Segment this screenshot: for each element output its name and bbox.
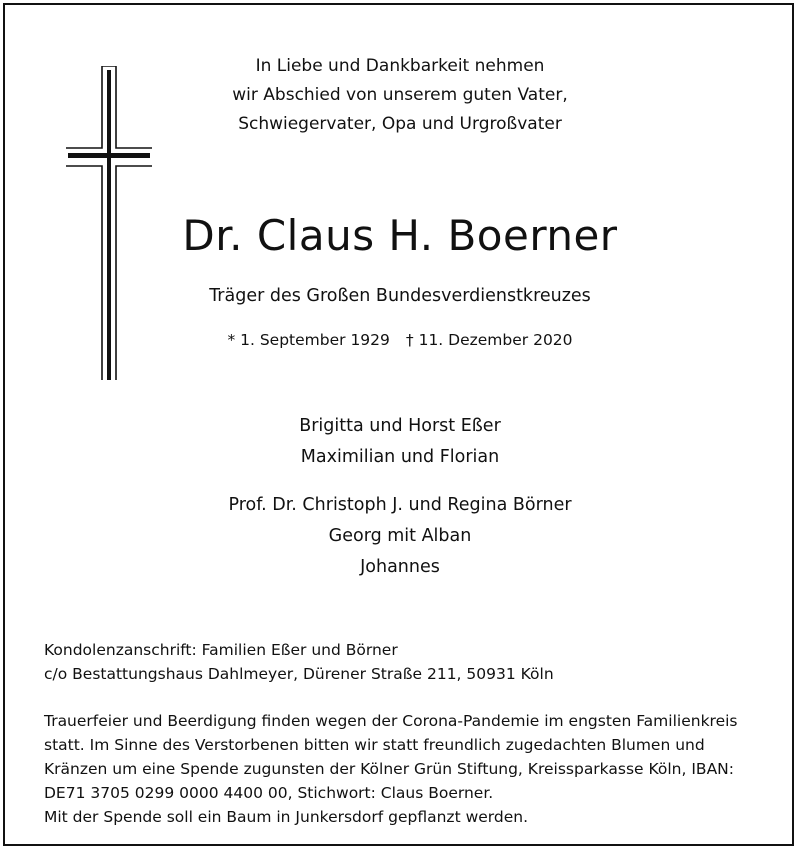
honor-title: Träger des Großen Bundesverdienstkreuzes (209, 286, 591, 306)
notice-line: Kränzen um eine Spende zugunsten der Kölner Grün Stiftung, Kreissparkasse Köln, IBAN: (44, 760, 734, 778)
intro-text (0, 52, 800, 139)
funeral-notice (44, 709, 774, 829)
address-line: c/o Bestattungshaus Dahlmeyer, Dürener Straße 211, 50931 Köln (44, 665, 554, 683)
mourner-line: Maximilian und Florian (300, 447, 500, 467)
life-dates (0, 329, 800, 351)
death-date: † 11. Dezember 2020 (405, 331, 573, 349)
intro-line: Schwiegervater, Opa und Urgroßvater (238, 114, 562, 134)
condolence-address (44, 638, 774, 686)
notice-line: DE71 3705 0299 0000 4400 00, Stichwort: Claus Boerner. (44, 784, 494, 802)
intro-line: wir Abschied von unserem guten Vater, (232, 85, 568, 105)
birth-date: * 1. September 1929 (227, 331, 390, 349)
mourner-group (0, 490, 800, 583)
mourner-line: Prof. Dr. Christoph J. und Regina Börner (228, 495, 572, 515)
notice-line: Mit der Spende soll ein Baum in Junkersdorf gepflanzt werden. (44, 808, 529, 826)
mourners-list (0, 411, 800, 583)
notice-line: statt. Im Sinne des Verstorbenen bitten wir statt freundlich zugedachten Blumen und (44, 736, 705, 754)
deceased-name: Dr. Claus H. Boerner (182, 211, 618, 260)
mourner-line: Johannes (360, 557, 440, 577)
mourner-line: Brigitta und Horst Eßer (299, 416, 501, 436)
mourner-group (0, 411, 800, 473)
intro-line: In Liebe und Dankbarkeit nehmen (255, 56, 545, 76)
notice-line: Trauerfeier und Beerdigung finden wegen der Corona-Pandemie im engsten Familienkreis (44, 712, 738, 730)
mourner-line: Georg mit Alban (328, 526, 472, 546)
address-line: Kondolenzanschrift: Familien Eßer und Börner (44, 641, 398, 659)
